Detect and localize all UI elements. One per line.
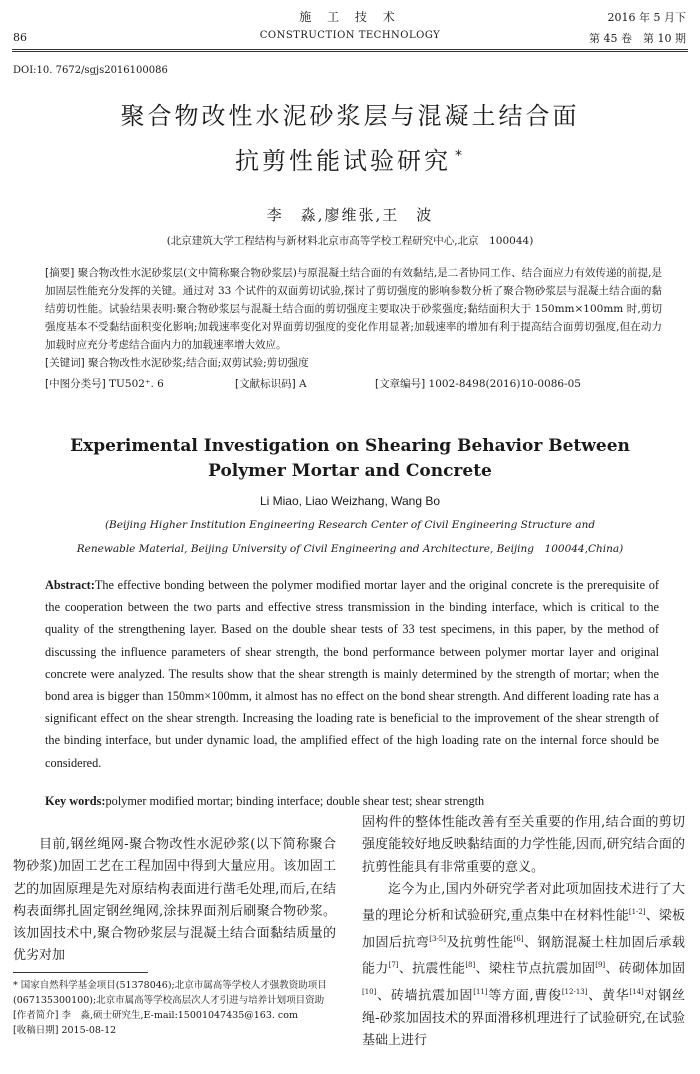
header-rule-secondary [12, 51, 688, 52]
text-run: 、梁板加固后抗弯 [362, 908, 685, 951]
title-en-line2: Polymer Mortar and Concrete [208, 461, 492, 481]
citation[interactable]: [9] [595, 961, 606, 970]
keywords-cn-label: [关键词] [45, 357, 85, 369]
title-cn-line1: 聚合物改性水泥砂浆层与混凝土结合面 [120, 102, 580, 130]
clc-label: [中图分类号] [45, 378, 106, 390]
citation[interactable]: [14] [629, 988, 644, 997]
text-run: 、砖墙抗震加固 [376, 988, 474, 1004]
keywords-cn [45, 354, 662, 372]
keywords-en [45, 794, 659, 809]
text-run: 、钢筋混凝土柱加固后承载能力 [362, 935, 685, 977]
abstract-cn [45, 264, 662, 354]
article-number-label: [文章编号] [375, 378, 426, 390]
keywords-cn-text: 聚合物改性水泥砂浆;结合面;双剪试验;剪切强度 [88, 357, 309, 369]
abstract-en-label: Abstract: [45, 578, 95, 592]
doi: DOI:10. 7672/sgjs2016100086 [13, 65, 168, 76]
body-paragraph-continued: 固构件的整体性能改善有至关重要的作用,结合面的剪切强度能较好地反映黏结面的力学性能,因而,研究结合面的抗剪性能具有非常重要的意义。 [362, 815, 685, 875]
text-run: 、抗震性能 [398, 961, 466, 977]
affiliation-en-line2: Renewable Material, Beijing University of Civil Engineering and Architecture, Beijing 100044,China) [76, 543, 624, 555]
keywords-en-label: Key words: [45, 794, 106, 808]
header-rule [12, 49, 688, 50]
citation[interactable]: [1-2] [628, 908, 646, 917]
page-number: 86 [13, 31, 27, 44]
abstract-cn-label: [摘要] [45, 267, 75, 279]
document-code [235, 375, 307, 393]
footnotes [13, 978, 338, 1038]
received-date-label: [收稿日期] [13, 1025, 59, 1036]
article-number [375, 375, 581, 393]
issue-volume: 第 45 卷 第 10 期 [589, 32, 686, 45]
received-date [13, 1023, 338, 1038]
abstract-en-text: The effective bonding between the polymer modified mortar layer and the original concrete is the prerequisite of the cooperation between the two parts and effective stress transmission in the binding interface, which is critical to the quality of the strengthening layer. Based on the double shear tests of 33 test specimens, in this paper, by the method of discussing the influence parameters of shear strength, the bond performance between polymer mortar layer and original concrete were analyzed. The results show that the shear strength is mainly determined by the strength of mortar; when the bond area is bigger than 150mm×100mm, it almost has no effect on the bond shear strength. And different loading rate has a significant effect on the shear strength. Increasing the loading rate is beneficial to the improvement of the shear strength of the binding interface, but under dynamic load, the amplified effect of the high loading rate on the internal force should be considered. [45, 578, 659, 770]
clc-number [45, 375, 164, 393]
text-run: 、黄华 [587, 988, 630, 1004]
doc-code-value: A [299, 378, 307, 390]
text-run: 对钢丝绳-砂浆加固技术的界面滑移机理进行了试验研究,在试验基础上进行 [362, 988, 685, 1048]
title-en-line1: Experimental Investigation on Shearing Behavior Between [70, 436, 630, 456]
text-run: 、砖砌体加固 [605, 961, 685, 977]
abstract-en [45, 574, 659, 774]
text-run: 迄今为止,国内外研究学者对此项加固技术进行了大量的理论分析和试验研究,重点集中在材料性能 [362, 881, 685, 924]
fund-note: * 国家自然科学基金项目(51378046);北京市属高等学校人才强教资助项目(067135300100);北京市属高等学校高层次人才引进与培养计划项目资助 [13, 980, 327, 1006]
received-date-text: 2015-08-12 [61, 1025, 117, 1036]
citation[interactable]: [3-5] [429, 934, 446, 943]
author-note [13, 1008, 338, 1023]
journal-name-en: CONSTRUCTION TECHNOLOGY [259, 30, 441, 41]
body-paragraph: 目前,钢丝绳网-聚合物改性水泥砂浆(以下简称聚合物砂浆)加固工艺在工程加固中得到大量应用。该加固工艺的加固原理是先对原结构表面进行凿毛处理,而后,在结构表面绑扎固定钢丝绳网,涂抹界面剂后刷聚合物砂浆。该加固技术中,聚合物砂浆层与混凝土结合面黏结质量的优劣对加 [13, 837, 336, 964]
text-run: 等方面,曹俊 [487, 988, 562, 1004]
citation[interactable]: [8] [465, 961, 476, 970]
authors-cn: 李 淼,廖维张,王 波 [266, 206, 434, 224]
issue-date: 2016 年 5 月下 [607, 11, 686, 24]
doc-code-label: [文献标识码] [235, 378, 296, 390]
affiliation-cn: (北京建筑大学工程结构与新材料北京市高等学校工程研究中心,北京 100044) [166, 235, 534, 247]
clc-value: TU502⁺. 6 [109, 378, 164, 390]
body-left-column [13, 834, 336, 968]
fund-mark: * [455, 148, 465, 164]
body-paragraph-literature [362, 879, 685, 1052]
author-note-label: [作者简介] [13, 1010, 59, 1021]
citation[interactable]: [10] [362, 988, 377, 997]
article-number-value: 1002-8498(2016)10-0086-05 [428, 378, 581, 390]
citation[interactable]: [12-13] [561, 988, 588, 997]
title-cn-line2 [0, 141, 700, 176]
text-run: 及抗剪性能 [445, 935, 514, 951]
body-right-column [362, 812, 685, 1052]
keywords-en-text: polymer modified mortar; binding interface; double shear test; shear strength [105, 794, 485, 808]
authors-en: Li Miao, Liao Weizhang, Wang Bo [259, 494, 441, 508]
citation[interactable]: [7] [388, 961, 399, 970]
citation[interactable]: [6] [513, 934, 524, 943]
abstract-cn-text: 聚合物改性水泥砂浆层(文中简称聚合物砂浆层)与原混凝土结合面的有效黏结,是二者协同工作、结合面应力有效传递的前提,是加固层性能充分发挥的关键。通过对 33 个试件的双面剪切试验,探讨了剪切强度的影响参数分析了聚合物砂浆层与混凝土结合面的黏结剪切性能。试验结果表明:聚合物砂浆层与混凝土结合面的剪切强度主要取决于砂浆强度;黏结面积大于 150mm×100mm 时,剪切强度基本不受黏结面积变化影响;加载速率变化对界面剪切强度的变化作用显著;加载速率的增加有利于提高结合面剪切强度,但在动力加载时应充分考虑结合面内力的加载速率增大效应。 [45, 267, 662, 351]
journal-name-cn: 施 工 技 术 [299, 10, 401, 24]
citation[interactable]: [11] [473, 988, 488, 997]
author-note-text: 李 淼,硕士研究生,E-mail:15001047435@163. com [61, 1010, 298, 1021]
affiliation-en-line1: (Beijing Higher Institution Engineering Research Center of Civil Engineering Structure and [104, 519, 596, 531]
title-cn-line2-text: 抗剪性能试验研究 [235, 147, 451, 175]
text-run: 、梁柱节点抗震加固 [475, 961, 596, 977]
footnote-rule [13, 972, 148, 973]
